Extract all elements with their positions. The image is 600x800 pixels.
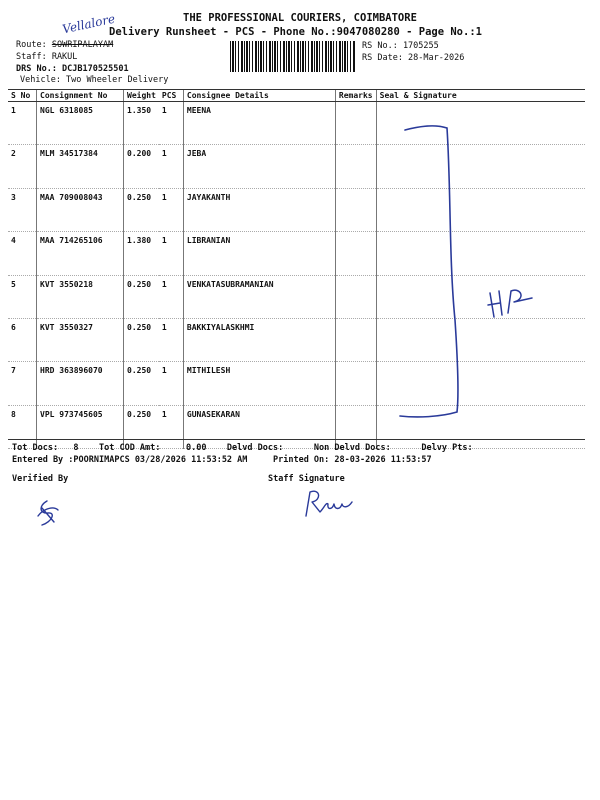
- cell-pcs: 1: [159, 102, 184, 145]
- cell-remarks: [335, 232, 376, 275]
- table-row: [8, 362, 585, 405]
- cell-consignee: MITHILESH: [183, 362, 335, 405]
- cell-consignment: MLM 34517384: [37, 145, 124, 188]
- staff-line: Staff: RAKUL: [16, 52, 78, 62]
- cell-pcs: 1: [159, 362, 184, 405]
- runsheet-table: [8, 89, 585, 449]
- cell-consignee: GUNASEKARAN: [183, 405, 335, 448]
- cell-consignment: KVT 3550218: [37, 275, 124, 318]
- cell-weight: 1.350: [124, 102, 159, 145]
- cell-pcs: 1: [159, 318, 184, 361]
- rs-no: RS No.: 1705255: [362, 41, 439, 51]
- cell-consignment: KVT 3550327: [37, 318, 124, 361]
- col-consignee: Consignee Details: [183, 90, 335, 102]
- staff-signature: [300, 486, 360, 522]
- verified-by-signature: [32, 498, 62, 528]
- col-remarks: Remarks: [335, 90, 376, 102]
- cell-remarks: [335, 145, 376, 188]
- cell-remarks: [335, 362, 376, 405]
- barcode: [230, 41, 356, 72]
- cell-sno: 6: [8, 318, 37, 361]
- cell-sno: 4: [8, 232, 37, 275]
- table-row: [8, 232, 585, 275]
- col-pcs: PCS: [159, 90, 184, 102]
- cell-sno: 2: [8, 145, 37, 188]
- table-row: [8, 102, 585, 145]
- cell-sno: 1: [8, 102, 37, 145]
- cell-pcs: 1: [159, 275, 184, 318]
- verified-by-label: Verified By: [12, 474, 69, 484]
- cell-consignee: MEENA: [183, 102, 335, 145]
- cell-weight: 0.250: [124, 188, 159, 231]
- cell-consignee: BAKKIYALASKHMI: [183, 318, 335, 361]
- cell-remarks: [335, 318, 376, 361]
- handwritten-seal-initials: [486, 285, 546, 325]
- runsheet-title: Delivery Runsheet - PCS - Phone No.:9047080280 - Page No.:1: [109, 26, 482, 38]
- col-weight: Weight: [124, 90, 159, 102]
- table-row: [8, 188, 585, 231]
- col-consignment: Consignment No: [37, 90, 124, 102]
- cell-consignment: NGL 6318085: [37, 102, 124, 145]
- route-handwritten: Vellalore: [61, 11, 117, 37]
- route-value: SOWRIPALAYAM: [51, 40, 114, 50]
- cell-pcs: 1: [159, 232, 184, 275]
- cell-consignee: JAYAKANTH: [183, 188, 335, 231]
- totals-line: Tot Docs: 8 Tot COD Amt: 0.00 Delvd Docs: Non Delvd Docs: Delvy Pts:: [12, 443, 473, 453]
- col-seal-signature: Seal & Signature: [376, 90, 585, 102]
- table-header-row: [8, 90, 585, 102]
- table-bottom-rule: [8, 439, 585, 440]
- cell-sno: 7: [8, 362, 37, 405]
- cell-sno: 5: [8, 275, 37, 318]
- cell-weight: 0.250: [124, 362, 159, 405]
- vehicle-line: Vehicle: Two Wheeler Delivery: [20, 75, 169, 85]
- cell-remarks: [335, 275, 376, 318]
- cell-consignment: MAA 709008043: [37, 188, 124, 231]
- cell-sno: 8: [8, 405, 37, 448]
- cell-consignee: LIBRANIAN: [183, 232, 335, 275]
- cell-weight: 0.250: [124, 405, 159, 448]
- cell-consignee: JEBA: [183, 145, 335, 188]
- company-title: THE PROFESSIONAL COURIERS, COIMBATORE: [183, 12, 417, 24]
- cell-weight: 1.380: [124, 232, 159, 275]
- staff-signature-label: Staff Signature: [268, 474, 345, 484]
- cell-consignee: VENKATASUBRAMANIAN: [183, 275, 335, 318]
- route-label: Route:: [16, 40, 47, 50]
- route-line: [16, 40, 113, 50]
- cell-consignment: HRD 363896070: [37, 362, 124, 405]
- cell-consignment: VPL 973745605: [37, 405, 124, 448]
- drs-line: DRS No.: DCJB170525501: [16, 64, 129, 74]
- handwritten-bracket: [395, 120, 475, 430]
- cell-pcs: 1: [159, 405, 184, 448]
- cell-weight: 0.200: [124, 145, 159, 188]
- cell-remarks: [335, 102, 376, 145]
- cell-remarks: [335, 188, 376, 231]
- rs-date: RS Date: 28-Mar-2026: [362, 53, 465, 63]
- cell-pcs: 1: [159, 145, 184, 188]
- cell-pcs: 1: [159, 188, 184, 231]
- col-sno: S No: [8, 90, 37, 102]
- cell-weight: 0.250: [124, 318, 159, 361]
- cell-weight: 0.250: [124, 275, 159, 318]
- cell-sno: 3: [8, 188, 37, 231]
- cell-consignment: MAA 714265106: [37, 232, 124, 275]
- table-row: [8, 145, 585, 188]
- entered-line: Entered By :POORNIMAPCS 03/28/2026 11:53:52 AM Printed On: 28-03-2026 11:53:57: [12, 455, 432, 465]
